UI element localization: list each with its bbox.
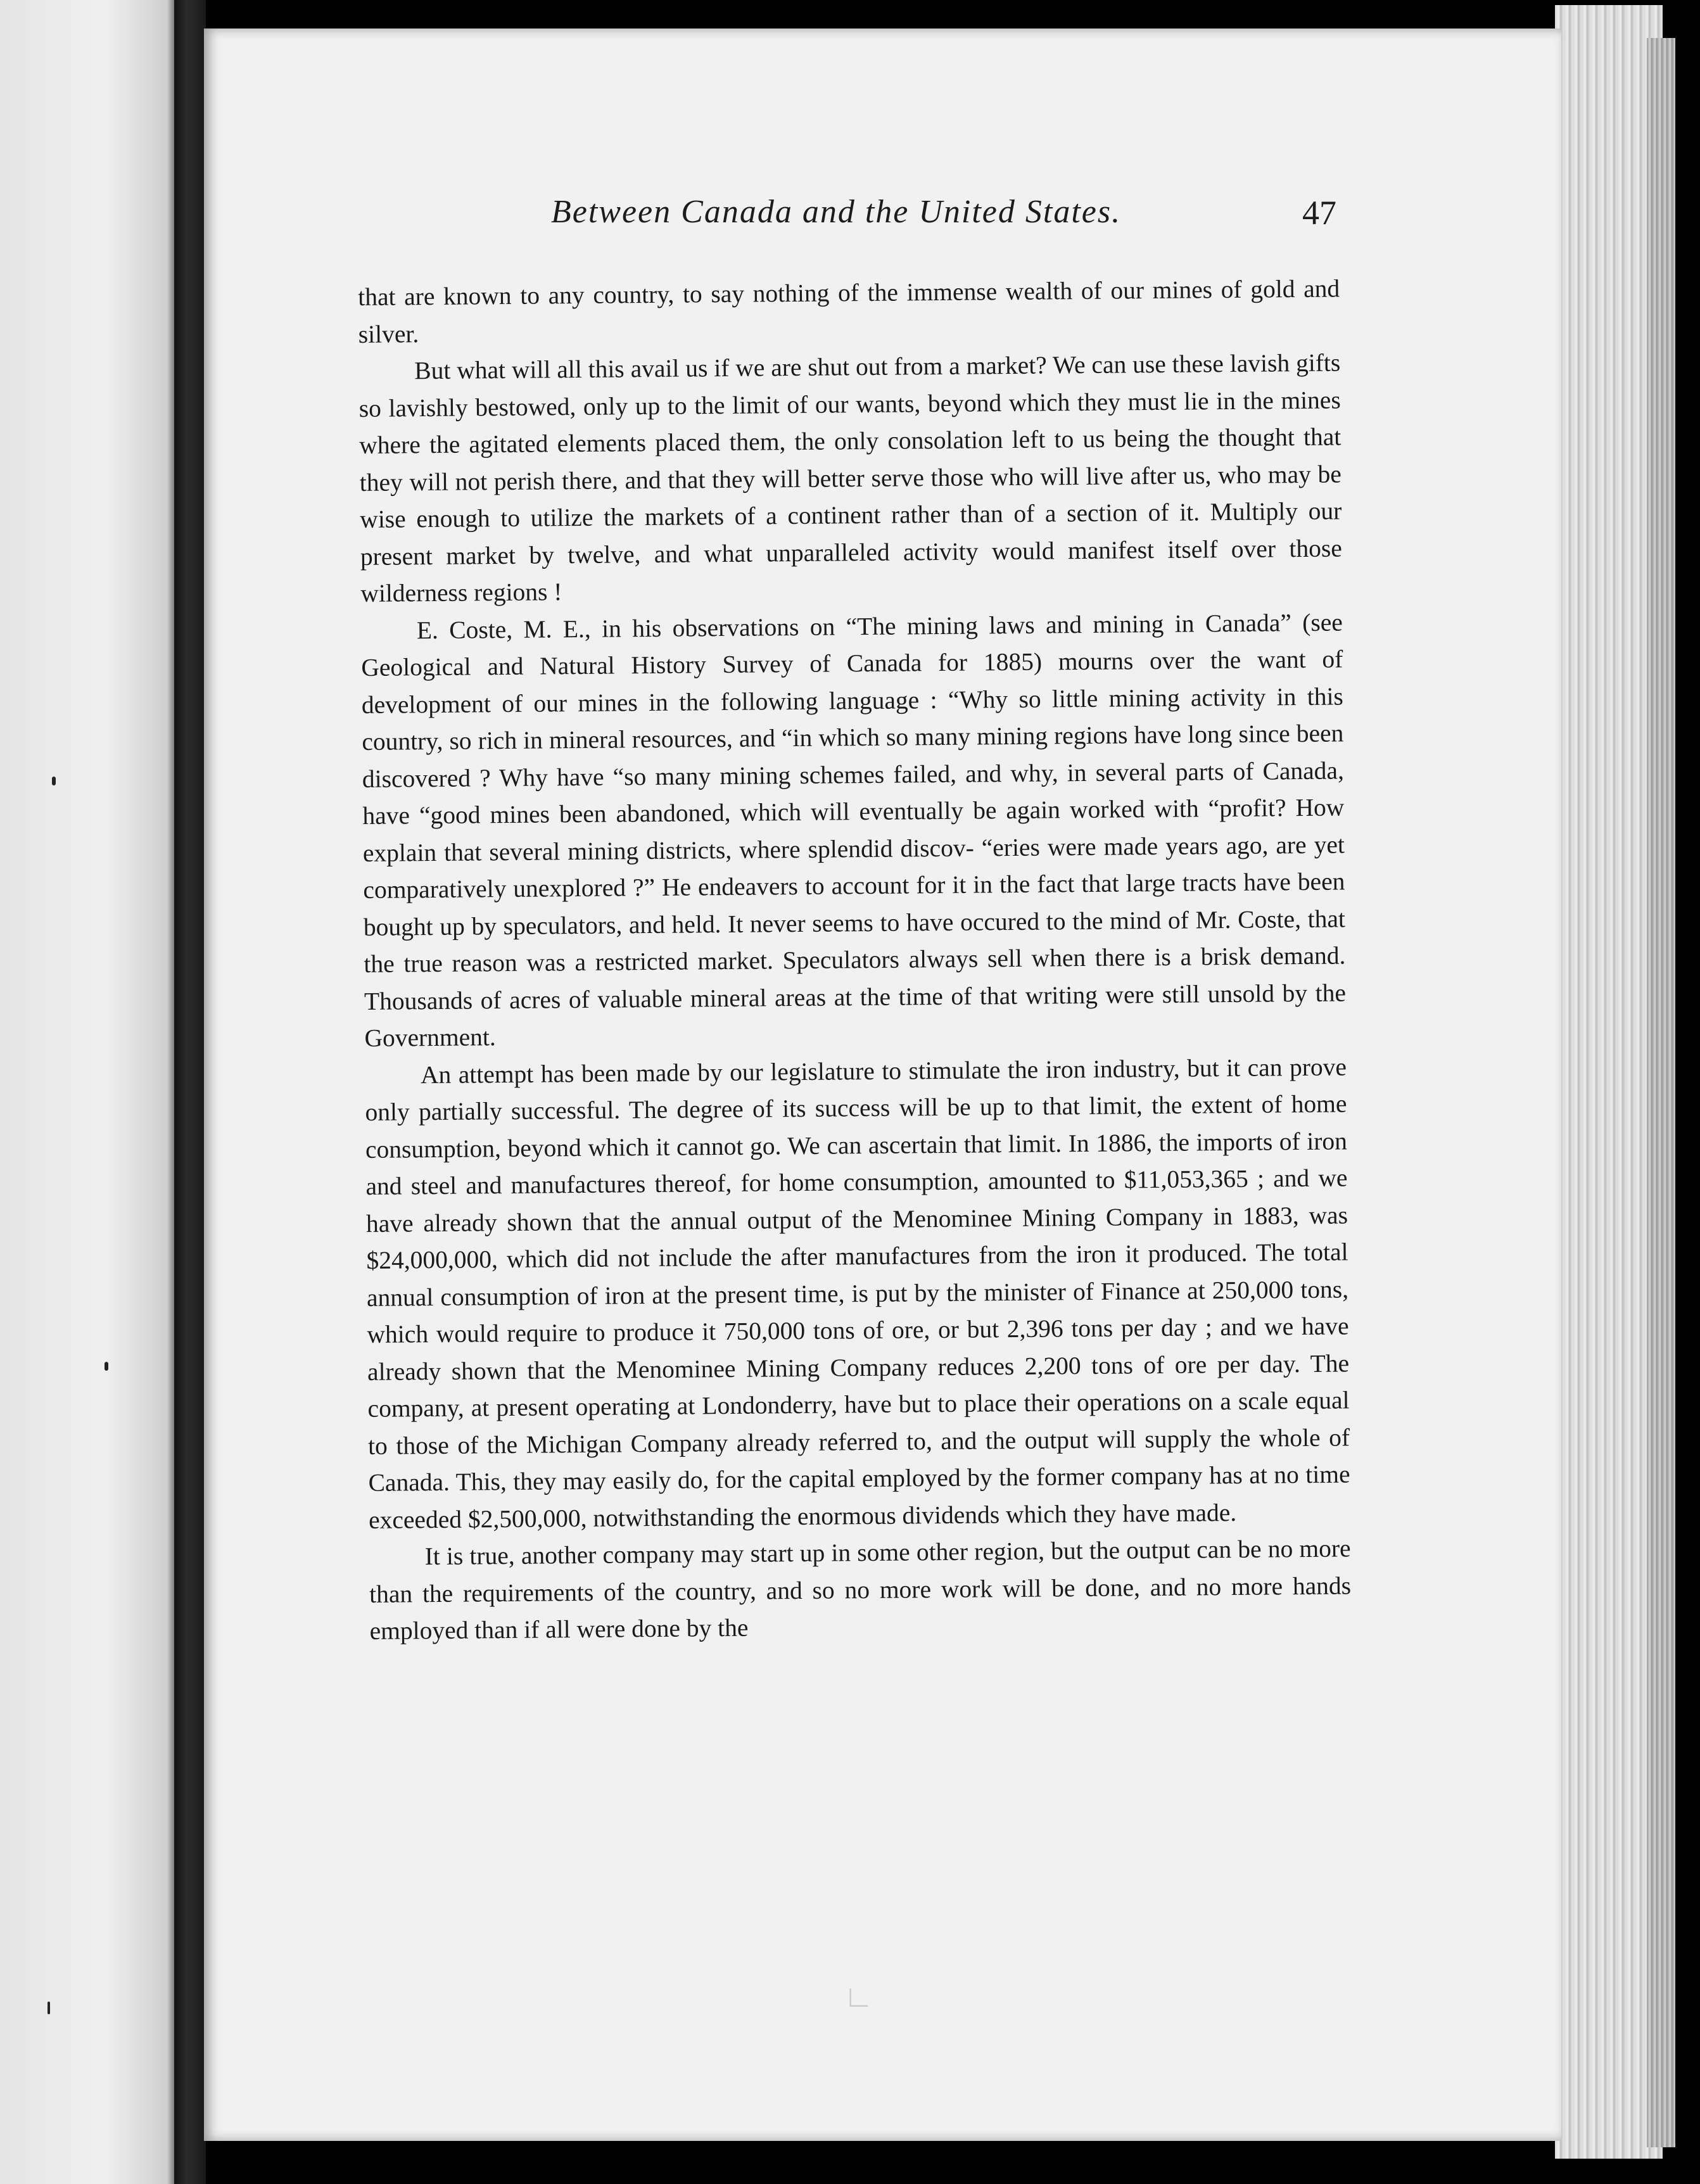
page-stack-edges-outer [1647,38,1675,2147]
running-head [355,193,1336,244]
paragraph: It is true, another company may start up in some other region, but the output can be no more than the requirements of the country, and so no more work will be done, and no more hands employed than if all were done by the [369,1534,1352,1645]
margin-mark [52,777,56,785]
facing-page-edge [0,0,174,2184]
margin-mark [48,2002,50,2014]
paragraph: that are known to any country, to say nothing of the immense wealth of our mines of gold and silver. [358,274,1340,348]
paragraph: An attempt has been made by our legislature to stimulate the iron industry, but it can prove only partially successful. The degree of its success will be up to that limit, the extent of home consumption, beyond which it cannot go. We can ascertain that limit. In 1886, the imports of iron and steel and manufactures thereof, for home consumption, amounted to $11,053,365 ; and we have already shown that the annual output of the Menominee Mining Company in 1883, was $24,000,000, which did not include the after manufactures from the iron it produced. The total annual consumption of iron at the present time, is put by the minister of Finance at 250,000 tons, which would require to produce it 750,000 tons of ore, or but 2,396 tons per day ; and we have already shown that the Menominee Mining Company reduces 2,200 tons of ore per day. The company, at present operating at Londonderry, have but to place their operations on a scale equal to those of the Michigan Company already referred to, and the output will supply the whole of Canada. This, they may easily do, for the capital employed by the former company has at no time exceeded $2,500,000, notwithstanding the enormous dividends which they have made. [365,1052,1350,1534]
book-gutter [174,0,206,2184]
paragraph: E. Coste, M. E., in his observations on “The mining laws and mining in Canada” (see Geological and Natural History Survey of Canada for 1885) mourns over the want of development of our mines in the following language : “Why so little mining activity in this country, so rich in mineral resources, and “in which so many mining regions have long since been discovered ? Why have “so many mining schemes failed, and why, in several parts of Canada, have “good mines been abandoned, which will eventually be again worked with “profit? How explain that several mining districts, where splendid discov- “eries were made years ago, are yet comparatively unexplored ?” He endeavers to account for it in the fact that large tracts have been bought up by speculators, and held. It never seems to have occured to the mind of Mr. Coste, that the true reason was a restricted market. Speculators always sell when there is a brisk demand. Thousands of acres of valuable mineral areas at the time of that writing were still unsold by the Government. [361,607,1347,1052]
page-number: 47 [1302,194,1336,232]
body-text [358,270,1352,1649]
page-smudge: ∟ [844,1980,873,2014]
margin-mark [105,1362,108,1371]
running-title: Between Canada and the United States. [551,194,1122,230]
paragraph: But what will all this avail us if we are shut out from a market? We can use these lavish gifts so lavishly bestowed, only up to the limit of our wants, beyond which they must lie in the mines where the agitated elements placed them, the only consolation left to us being the thought that they will not perish there, and that they will better serve those who will live after us, who may be wise enough to utilize the markets of a continent rather than of a section of it. Multiply our present market by twelve, and what unparalleled activity would manifest itself over those wilderness regions ! [358,348,1342,607]
